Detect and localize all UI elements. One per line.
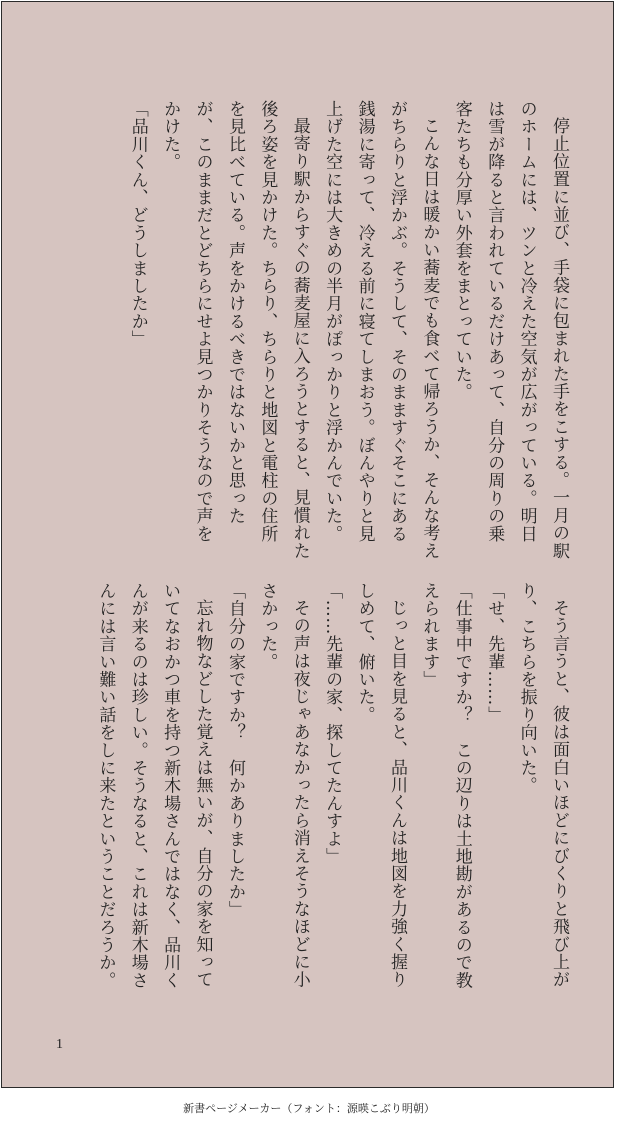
book-page: [1, 1, 614, 1088]
paragraph: その声は夜じゃあなかったら消えそうなほどに小さかった。: [257, 582, 310, 989]
footer-credit: 新書ページメーカー（フォント：源暎こぶり明朝）: [183, 1102, 435, 1115]
dialogue-line: 「仕事中ですか？ この辺りは土地勘があるので教えられます」: [419, 582, 472, 990]
dialogue-line: 「品川くん、どうしましたか」: [127, 100, 148, 348]
page-number: 1: [56, 1037, 63, 1052]
dialogue-line: 「……先輩の家、探してたんすよ」: [322, 582, 343, 866]
dialogue-line: 「せ、先輩……」: [484, 582, 505, 724]
paragraph: 忘れ物などした覚えは無いが、自分の家を知っていてなおかつ車を持つ新木場さんではなく、品川くんが来るのは珍しい。そうなると、これは新木場さんには言い難い話をしに来たということだろうか。: [95, 582, 213, 990]
paragraph: そう言うと、彼は面白いほどにびくりと飛び上がり、こちらを振り向いた。: [516, 582, 569, 989]
paragraph: 最寄り駅からすぐの蕎麦屋に入ろうとすると、見慣れた後ろ姿を見かけた。ちらり、ちらりと地図と電柱の住所を見比べている。声をかけるべきではないかと思ったが、このままだとどちらにせよ見つかりそうなので声をかけた。: [160, 100, 310, 560]
text-column-top: [55, 100, 575, 560]
paragraph: 停止位置に並び、手袋に包まれた手をこする。一月の駅のホームには、ツンと冷えた空気が広がっている。明日は雪が降ると言われているだけあって、自分の周りの乗客たちも分厚い外套をまとっていた。: [451, 100, 569, 560]
paragraph: じっと目を見ると、品川くんは地図を力強く握りしめて、俯いた。: [354, 582, 407, 989]
text-column-bottom: [55, 582, 575, 997]
dialogue-line: 「自分の家ですか？ 何かありましたか」: [224, 582, 245, 919]
paragraph: こんな日は暖かい蕎麦でも食べて帰ろうか、そんな考えがちらりと浮かぶ。そうして、そのまますぐそこにある銭湯に寄って、冷える前に寝てしまおう。ぼんやりと見上げた空には大きめの半月がぽっかりと浮かんでいた。: [322, 100, 440, 560]
